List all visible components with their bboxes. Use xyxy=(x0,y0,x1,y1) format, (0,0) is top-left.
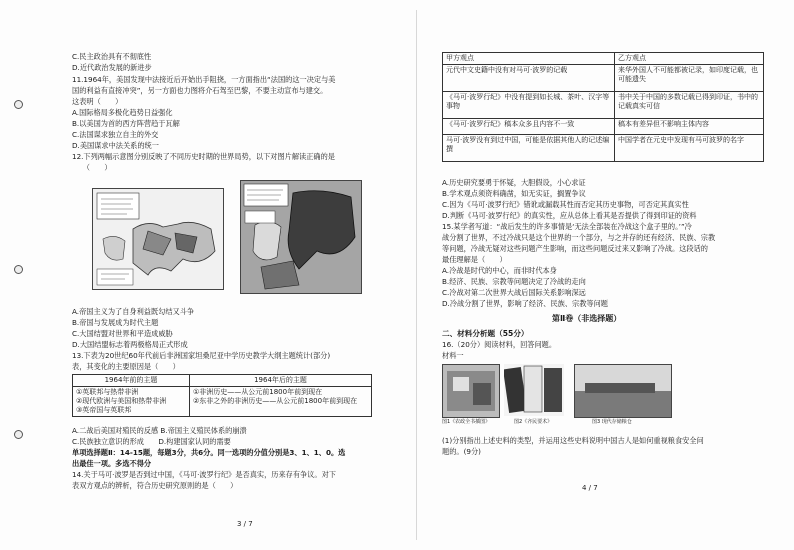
table-cell: 中国学者在元史中发现有马可波罗的名字 xyxy=(615,135,764,162)
table-cell xyxy=(190,387,372,417)
option-a: A.历史研究要勇于怀疑，大胆假设，小心求证 xyxy=(442,178,586,187)
sub-question-1-score: 题的。(9分) xyxy=(442,447,481,456)
table-q14 xyxy=(442,52,764,162)
binder-hole xyxy=(14,100,23,109)
binder-hole xyxy=(14,265,23,274)
text-line: 这表明（ ） xyxy=(72,97,123,106)
text-line: C.民主政治具有不彻底性 xyxy=(72,52,152,61)
left-page xyxy=(72,18,432,538)
text-line: 11.1964年，美国发现中法接近后开始出手阻挠，一方面指出“法国的这一决定与美 xyxy=(72,75,336,84)
section-instruction: 单项选择题Ⅱ：14-15题，每题3分，共6分。同一选项的分值分别是3、1、1、0。选 xyxy=(72,448,346,457)
option-c: C.法国谋求独立自主的外交 xyxy=(72,130,159,139)
options-ab: A.二战后美国对殖民的反感 B.帝国主义殖民体系的崩溃 xyxy=(72,426,247,435)
option-d: D.冷战分割了世界，影响了经济、民族、宗教等问题 xyxy=(442,299,608,308)
option-a: A.国际格局多极化趋势日益强化 xyxy=(72,108,173,117)
option-d: D.大国结盟标志着两极格局正式形成 xyxy=(72,340,188,349)
section-title: 第Ⅱ卷（非选择题） xyxy=(552,314,622,323)
table-cell: 元代中文史籍中没有对马可·波罗的记载 xyxy=(443,65,615,92)
right-page xyxy=(432,18,792,538)
material-label: 材料一 xyxy=(442,351,464,360)
image-book-pages xyxy=(504,364,564,416)
table-cell: 《马可·波罗行纪》稿本众多且内容不一致 xyxy=(443,119,615,135)
table-cell: 稿本有差异但不影响主体内容 xyxy=(615,119,764,135)
table-cell: 马可·波罗没有到过中国，可能是依据其他人的记述编撰 xyxy=(443,135,615,162)
question-15-stem: 战分割了世界，不过冷战只是这个世界的一个部分，与之并存的还有经济、民族、宗教 xyxy=(442,233,716,242)
sub-question-1: (1)分别指出上述史料的类型，并运用这些史料说明中国古人是如何重视粮食安全问 xyxy=(442,436,704,445)
table-cell: 来华外国人不可能都被记录，如印度记载，也可能遗失 xyxy=(615,65,764,92)
option-b: B.学术观点须资料确凿，如无实证，搁置争议 xyxy=(442,189,586,198)
question-13-stem: 表，其变化的主要原因是（ ） xyxy=(72,362,180,371)
table-header: 1964年前的主题 xyxy=(73,375,190,387)
part-heading: 二、材料分析题（55分） xyxy=(442,329,529,338)
list-item: ①非洲历史——从公元前1800年前到现在 xyxy=(193,388,323,396)
image-caption: 图1《农政全书插图》 xyxy=(442,419,491,425)
option-d: D.美国谋求中法关系的统一 xyxy=(72,141,159,150)
question-14: 14.关于马可·波罗是否到过中国，《马可·波罗行纪》是否真实，历来存有争议。对下 xyxy=(72,470,336,479)
question-12: 12.下列两幅示意图分别反映了不同历史时期的世界局势，以下对图片解读正确的是 xyxy=(72,152,335,161)
question-15: 15.某学者写道：“战后发生的许多事情是‘无法全部装在冷战这个盒子里的。’”冷 xyxy=(442,222,692,231)
maps-figure xyxy=(92,180,360,296)
table-q13 xyxy=(72,374,372,417)
table-header: 1964年后的主题 xyxy=(190,375,372,387)
table-cell: 《马可·波罗行纪》中没有提到如长城、茶叶、汉字等事物 xyxy=(443,92,615,119)
image-farm-illustration xyxy=(442,364,500,418)
option-b: B.经济、民族、宗教等问题决定了冷战的走向 xyxy=(442,277,586,286)
table-cell xyxy=(73,387,190,417)
question-15-stem: 最佳理解是（ ） xyxy=(442,255,507,264)
map-europe-1914 xyxy=(92,188,224,290)
option-d: D.判断《马可·波罗行纪》的真实性，应从总体上看其是否提供了得到印证的资料 xyxy=(442,211,697,220)
question-13: 13.下表为20世纪60年代前后非洲国家坦桑尼亚中学历史教学大纲主题统计(部分) xyxy=(72,351,331,360)
list-item: ②现代欧洲与美国和热带非洲 xyxy=(76,397,167,405)
image-caption: 图3 现代存储粮仓 xyxy=(592,419,632,425)
binder-hole xyxy=(14,430,23,439)
page-number: 4 / 7 xyxy=(582,484,598,492)
option-c: C.大国结盟对世界和平造成威胁 xyxy=(72,329,173,338)
option-c: C.因为《马可·波罗行纪》错讹或漏载其性而否定其历史事物，可否定其真实性 xyxy=(442,200,689,209)
text-line: D.近代政治发展的新进步 xyxy=(72,63,152,72)
list-item: ③英帝国与英联邦 xyxy=(76,406,132,414)
option-b: B.帝国与发展成为时代主题 xyxy=(72,318,159,327)
map-cold-war xyxy=(240,180,362,294)
table-header: 乙方观点 xyxy=(615,53,764,65)
option-a: A.冷战是时代的中心，而非时代本身 xyxy=(442,266,557,275)
list-item: ②东非之外的非洲历史——从公元前1800年前到现在 xyxy=(193,397,358,405)
table-cell: 书中关于中国的多数记载已得到印证，书中的记载真实可信 xyxy=(615,92,764,119)
text-line: 国的利益有直接冲突”，另一方面也力图将介石驾至巴黎，不要主动宣布与建交。 xyxy=(72,86,328,95)
list-item: ①英联邦与热带非洲 xyxy=(76,388,139,396)
table-header: 甲方观点 xyxy=(443,53,615,65)
section-instruction: 出最佳一项。多选不得分 xyxy=(72,459,152,468)
image-granary xyxy=(574,364,672,418)
option-c: C.冷战对第二次世界大战后国际关系影响深远 xyxy=(442,288,586,297)
page-number: 3 / 7 xyxy=(237,520,253,528)
option-b: B.以美国为首的西方阵营趋于瓦解 xyxy=(72,119,180,128)
image-caption: 图2《齐民要术》 xyxy=(514,419,553,425)
option-a: A.帝国主义为了自身利益既勾结又斗争 xyxy=(72,307,195,316)
answer-bracket: （ ） xyxy=(72,163,112,172)
question-16: 16.（20分）阅读材料，回答问题。 xyxy=(442,340,557,349)
question-15-stem: 等问题，冷战无疑对这些问题产生影响，而这些问题反过来又影响了冷战。这段话的 xyxy=(442,244,708,253)
material-images xyxy=(442,364,672,426)
options-cd: C.民族独立意识的形成 D.构建国家认同的需要 xyxy=(72,437,231,446)
question-14-stem: 表双方观点的辨析，符合历史研究原则的是（ ） xyxy=(72,481,238,490)
